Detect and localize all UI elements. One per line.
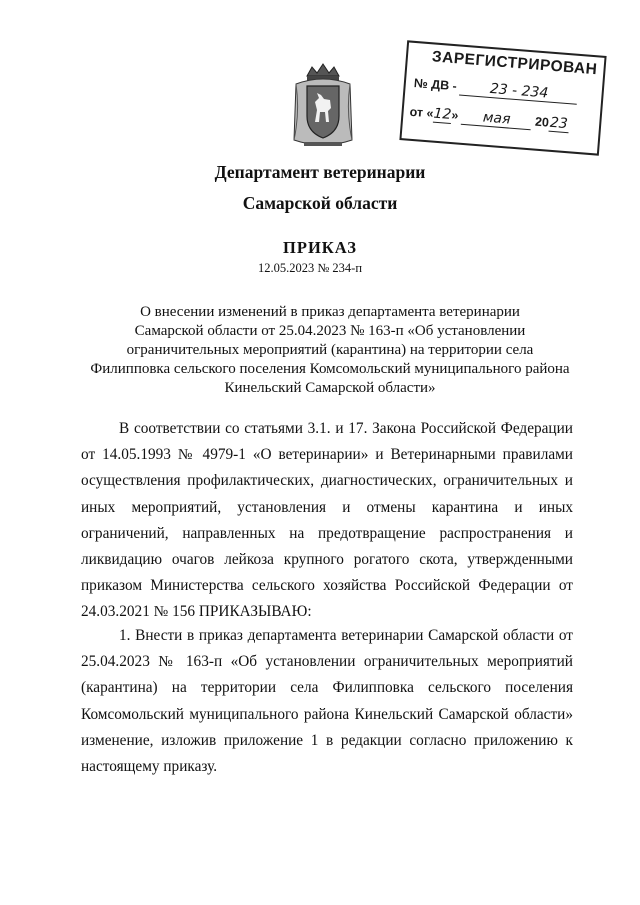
subject-line: Кинельский Самарской области»: [224, 380, 436, 396]
document-type-title: ПРИКАЗ: [283, 238, 357, 257]
stamp-reg-prefix: № ДВ -: [413, 75, 458, 94]
subject-line: Филипповка сельского поселения Комсомольский муниципального района: [90, 361, 570, 377]
preamble-text: В соответствии со статьями 3.1. и 17. Закона Российской Федерации от 14.05.1993 № 4979-1 «О ветеринарии» и Ветеринарными правилами осуществления профилактических, диагностических, ограничительных и иных мероприятий, установления и отмены карантина и иных ограничений, направленных на предотвращение распространения и ликвидацию очагов лейкоза крупного рогатого скота, утвержденными приказом Министерства сельского хозяйства Российской Федерации от 24.03.2021 № 156 ПРИКАЗЫВАЮ:: [81, 420, 573, 621]
department-name-line1: Департамент ветеринарии: [214, 162, 426, 182]
stamp-reg-number: 23 - 234: [460, 80, 579, 105]
subject-line: Самарской области от 25.04.2023 № 163-п «Об установлении: [134, 323, 526, 339]
department-name-line2: Самарской области: [242, 193, 398, 213]
preamble-paragraph: [81, 416, 573, 626]
subject-line: О внесении изменений в приказ департамента ветеринарии: [140, 304, 520, 320]
order-date-number: 12.05.2023 № 234-п: [258, 261, 363, 275]
stamp-year-printed: 20: [534, 114, 550, 130]
stamp-date-prefix: от «: [409, 104, 434, 121]
stamp-year-written: 23: [549, 114, 569, 133]
stamp-date-day: 12: [432, 105, 452, 123]
stamp-date-month: мая: [461, 109, 532, 130]
registration-stamp: [399, 40, 606, 155]
samara-region-coat-of-arms-icon: [290, 62, 356, 150]
item-1-text: 1. Внести в приказ департамента ветеринарии Самарской области от 25.04.2023 № 163-п «Об установлении ограничительных мероприятий (карантина) на территории села Филипповка сельского поселения Комсомольский муниципального района Кинельский Самарской области» изменение, изложив приложение 1 в редакции согласно приложению к настоящему приказу.: [81, 627, 573, 776]
order-subject: [40, 303, 620, 398]
item-1-paragraph: [81, 623, 573, 780]
subject-line: ограничительных мероприятий (карантина) на территории села: [126, 342, 534, 358]
stamp-date-mid: »: [450, 108, 459, 123]
stamp-title: ЗАРЕГИСТРИРОВАН: [431, 48, 598, 79]
